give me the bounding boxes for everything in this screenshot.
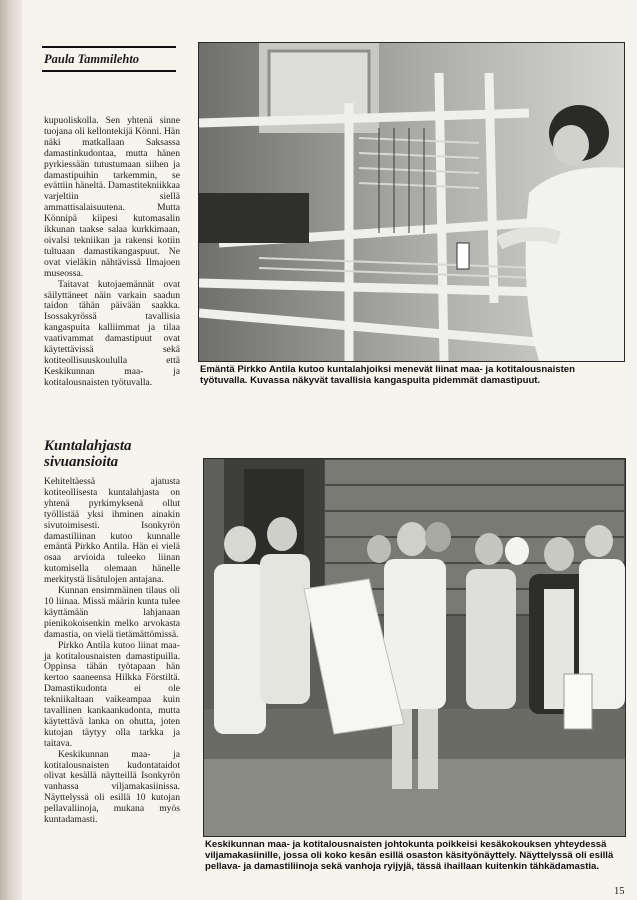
article-column-bottom: [44, 477, 180, 826]
paragraph: Taitavat kutojaemännät ovat säilyttäneet näin varkain saadun taidon tähän päivään saakka. Isossakyrössä tavallisia kangaspuita kalliimmat ja tilaa vaativammat damastipuut ovat käytettävissä sekä kotiteollisuuskoululla että Keskikunnan maa- ja kotitalousnaisten työtuvalla.: [44, 278, 180, 388]
author-rule-bottom: [42, 70, 176, 72]
photo-caption-group: Keskikunnan maa- ja kotitalousnaisten johtokunta poikkeisi kesäkokouksen yhteydessä viljamakasiinille, jossa oli koko kesän esillä osaston käsityönäyttely. Näyttelyssä oli esillä pellava- ja damastiliinoja sekä vanhoja ryijyjä, tässä ihaillaan kuitenkin tähkädamastia.: [205, 839, 614, 873]
article-column-top: [44, 116, 180, 389]
paragraph: Kehiteltäessä ajatusta kotiteollisesta kuntalahjasta on yhtenä pyrkimyksenä ollut työllistää yksi ihminen ainakin sivutoimisesti. Isonkyrön damastiliinan kutoo kunnalle emäntä Pirkko Antila. Hän ei vielä osaa arvioida tuleeko liinan kutomisella olemaan hänelle merkitystä lisätulojen antajana.: [44, 476, 180, 586]
group-photo-illustration: [204, 459, 625, 836]
paragraph: Pirkko Antila kutoo liinat maa- ja kotitalousnaisten damastipuilla. Oppinsa tähän työtapaan hän kertoo saaneensa Hilkka Förstiltä. Damastikudonta ei ole tekniikaltaan vaikeampaa kuin tavallinen kankaankudonta, mutta käytettävä lanka on ohutta, joten kutojan täytyy olla tarkka ja taitava.: [44, 639, 180, 749]
paragraph: kupuoliskolla. Sen yhtenä sinne tuojana oli kellontekijä Könni. Hän näki matkallaan Saksassa damastinkudontaa, mutta hänen pyrkiessään tutustumaan siihen ja damastipuihin tarkemmin, se evättiin häneltä. Damastitekniikkaa varjeltiin siellä ammattisalaisuutena. Mutta Könnipä kiipesi kutomasalin ikkunan taakse salaa kurkkimaan, oivalsi tekniikan ja rakensi kotiin tultuaan damastikangaspuut. Ne ovat vieläkin nähtävissä Ilmajoen museossa.: [44, 115, 180, 279]
photo-group-damask: [203, 458, 626, 837]
author-rule-top: [42, 46, 176, 48]
show-through-text: [200, 402, 630, 447]
section-heading: Kuntalahjasta sivuansioita: [44, 438, 132, 470]
author-name: Paula Tammilehto: [44, 52, 140, 66]
paragraph: Kunnan ensimmäinen tilaus oli 10 liinaa. Missä määrin kunta tulee käyttämään lahjanaan pienikokoisenkin melko arvokasta damastia, on vielä tietämättömissä.: [44, 585, 180, 640]
photo-loom-weaver: [198, 42, 625, 362]
page-number: 15: [614, 886, 625, 897]
paragraph: Keskikunnan maa- ja kotitalousnaisten kudontataidot olivat kesällä näytteillä Isonkyrön vanhassa viljamakasiinissa. Näyttelyssä oli esillä 10 kutojan pellavaliinoja, mukana myös kuntadamasti.: [44, 748, 180, 826]
loom-photo-illustration: [199, 43, 624, 361]
page-binding-shadow: [0, 0, 22, 900]
photo-caption-loom: Emäntä Pirkko Antila kutoo kuntalahjoiksi menevät liinat maa- ja kotitalousnaisten työtuvalla. Kuvassa näkyvät tavallisia kangaspuita pidemmät damastipuut.: [200, 364, 575, 387]
